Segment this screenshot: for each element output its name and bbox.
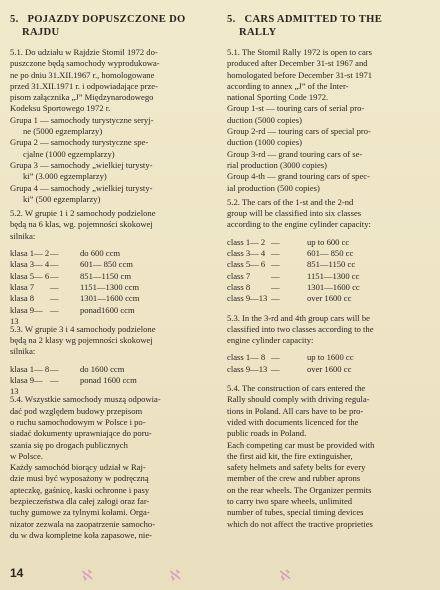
text-line: which do not affect the tractive proprieties [227, 518, 373, 529]
class-label: class 1— 2 [227, 236, 266, 247]
text-line: puszczone będą samochody wyprodukowa- [10, 58, 160, 69]
class-dash: — [50, 304, 59, 315]
text-line: Group 2-rd — touring cars of special pro- [227, 126, 371, 137]
section-number: 5. [227, 14, 236, 25]
class-dash: — [50, 293, 59, 304]
text-line: du w dwa kompletne koła zapasowe, nie- [10, 529, 152, 540]
text-line: 5.4. The construction of cars entered the [227, 383, 366, 394]
class-capacity: up to 600 cc [307, 236, 350, 247]
class-capacity: 1301—1600 cc [307, 281, 360, 292]
text-line: rial production (3000 copies) [227, 159, 327, 170]
class-row [10, 304, 216, 326]
text-line: Group 4-th — grand touring cars of spec- [227, 171, 370, 182]
class-capacity: up to 1600 cc [307, 352, 354, 363]
class-row [227, 293, 433, 304]
text-line: classified into two classes according to the [227, 323, 374, 334]
class-row [227, 282, 433, 293]
text-line: Group 3-rd — grand touring cars of se- [227, 148, 363, 159]
group-list [10, 115, 216, 205]
text-line: dzie musi być wyposażony w podręczną [10, 473, 149, 484]
class-label: klasa 3— 4 [10, 259, 50, 270]
text-line: 5.1. The Stomil Rally 1972 is open to cars [227, 47, 372, 57]
english-section-title [227, 14, 433, 39]
class-capacity: over 1600 cc [307, 363, 352, 374]
text-line: according to the engine cylinder capacity: [227, 219, 371, 230]
text-line: tions in Poland. All cars have to be pro- [227, 405, 364, 416]
text-line: tuchy gumowe za tylnymi kołami. Orga- [10, 507, 150, 518]
class-row [10, 375, 216, 397]
class-capacity: ponad 1600 ccm [80, 375, 137, 386]
text-line: public roads in Poland. [227, 428, 307, 439]
text-line: bezpieczeństwa dla całej załogi oraz far- [10, 495, 150, 506]
text-line: engine cylinder capacity: [227, 335, 314, 346]
text-line: Each competing car must be provided with [227, 439, 375, 450]
class-dash: — [271, 281, 280, 292]
text-line: Group 1-st — touring cars of serial pro- [227, 103, 365, 114]
class-table-3-4 [227, 352, 433, 375]
text-line: będą na 2 klasy wg pojemności skokowej [10, 335, 153, 346]
text-line: according to annex „J” of the Inter- [227, 80, 349, 91]
text-line: 5.3. W grupie 3 i 4 samochody podzielone [10, 323, 156, 334]
class-label: klasa 5— 6 [10, 270, 50, 281]
class-label: klasa 7 [10, 281, 35, 292]
class-dash: — [271, 248, 280, 259]
class-dash: — [50, 270, 59, 281]
text-line: group will be classified into six classes [227, 208, 362, 219]
text-line: ial production (500 copies) [227, 182, 320, 193]
text-line: szania się po drogach publicznych [10, 439, 128, 450]
section-number: 5. [10, 14, 19, 25]
text-line: dać pod względem budowy przepisom [10, 405, 143, 416]
title-line-2: RAJDU [22, 26, 60, 38]
text-line: będą na 6 klas, wg. pojemności skokowej [10, 219, 153, 230]
text-line: national Sporting Code 1972. [227, 92, 329, 103]
class-row [10, 259, 216, 270]
text-line: Grupa 4 — samochody „wielkiej turysty- [10, 182, 153, 193]
paragraph-5-1 [227, 47, 433, 103]
class-dash: — [50, 281, 59, 292]
class-label: klasa 1— 8 [10, 363, 50, 374]
text-line: the first aid kit, the fire extinguisher, [227, 450, 353, 461]
paragraph-5-4 [227, 383, 433, 530]
text-line: duction (5000 copies) [227, 114, 302, 125]
class-capacity: 1151—1300 cc [307, 270, 360, 281]
title-line-2: RALLY [239, 26, 277, 38]
text-line: przed 31.XII.1971 r. i odpowiadające prze- [10, 80, 158, 91]
text-line: ki” (3.000 egzemplarzy) [23, 171, 107, 182]
class-capacity: over 1600 cc [307, 293, 352, 304]
class-row [227, 364, 433, 375]
class-label: class 5— 6 [227, 259, 266, 270]
class-label: klasa 9—13 [10, 304, 43, 326]
class-row [10, 248, 216, 259]
class-capacity: 1151—1300 ccm [80, 281, 140, 292]
text-line: nizator zezwala na zaopatrzenie samocho- [10, 518, 156, 529]
class-label: class 7 [227, 270, 251, 281]
stamp-mark: ℵ [168, 567, 182, 585]
text-line: siadać dokumenty uprawniające do poru- [10, 428, 152, 439]
stamp-mark: ℵ [80, 567, 94, 585]
text-line: on the rear wheels. The Organizer permits [227, 484, 372, 495]
text-line: to carry two spare wheels, unlimited [227, 495, 353, 506]
class-table-1-2 [10, 248, 216, 326]
class-dash: — [50, 248, 59, 259]
text-line: produced after December 31-st 1967 and [227, 58, 368, 69]
text-line: homologated before December 31-st 1971 [227, 69, 373, 80]
class-row [10, 364, 216, 375]
group-list [227, 103, 433, 193]
polish-section-title [10, 14, 216, 39]
class-label: class 9—13 [227, 363, 268, 374]
class-row [10, 271, 216, 282]
text-line: w Polsce. [10, 450, 43, 461]
class-row [10, 293, 216, 304]
page-number: 14 [10, 566, 24, 580]
title-line-1: CARS ADMITTED TO THE [244, 14, 383, 25]
class-capacity: 851—1150 cm [80, 270, 131, 281]
paragraph-5-4 [10, 394, 216, 541]
class-dash: — [50, 363, 59, 374]
class-dash: — [271, 363, 280, 374]
text-line: 5.3. In the 3-rd and 4th group cars will be [227, 312, 370, 323]
class-capacity: do 600 ccm [80, 248, 121, 259]
class-row [227, 259, 433, 270]
text-line: silnika: [10, 346, 36, 357]
class-label: klasa 8 [10, 293, 35, 304]
text-line: ne po dniu 31.XII.1967 r., homologowane [10, 69, 155, 80]
text-line: safety helmets and safety belts for every [227, 462, 366, 473]
class-label: klasa 1— 2 [10, 248, 50, 259]
text-line: Rally should comply with driving regula- [227, 394, 370, 405]
text-line: 5.1. Do udziału w Rajdzie Stomil 1972 do- [10, 47, 158, 57]
paragraph-5-2 [10, 208, 216, 242]
paragraph-5-3 [227, 313, 433, 347]
text-line: o ruchu samochodowym w Polsce i po- [10, 416, 146, 427]
text-line: number of tubes, special timing devices [227, 507, 364, 518]
text-line: Grupa 1 — samochody turystyczne seryj- [10, 114, 154, 125]
class-row [227, 352, 433, 363]
class-label: class 1— 8 [227, 352, 266, 363]
text-line: pisom załącznika „J” Międzynarodowego [10, 92, 154, 103]
text-line: duction (1000 copies) [227, 137, 302, 148]
class-dash: — [271, 236, 280, 247]
class-capacity: 601— 850 ccm [80, 259, 133, 270]
text-line: 5.4. Wszystkie samochody muszą odpowia- [10, 394, 161, 405]
class-table-3-4 [10, 363, 216, 397]
text-line: ki” (500 egzemplarzy) [23, 193, 101, 204]
class-label: class 9—13 [227, 293, 268, 304]
class-row [227, 271, 433, 282]
class-row [227, 237, 433, 248]
paragraph-5-2 [227, 197, 433, 231]
text-line: cjalne (1000 egzemplarzy) [23, 148, 115, 159]
paragraph-5-3 [10, 324, 216, 358]
text-line: 5.2. The cars of the 1-st and the 2-nd [227, 196, 354, 207]
text-line: 5.2. W grupie 1 i 2 samochody podzielone [10, 208, 156, 219]
class-label: class 8 [227, 281, 251, 292]
text-line: member of the crew and rubber aprons [227, 473, 361, 484]
class-row [10, 282, 216, 293]
class-dash: — [271, 352, 280, 363]
text-line: Każdy samochód biorący udział w Raj- [10, 462, 146, 473]
text-line: Grupa 3 — samochody „wielkiej turysty- [10, 159, 153, 170]
class-capacity: 601— 850 cc [307, 248, 354, 259]
class-capacity: do 1600 ccm [80, 363, 125, 374]
class-label: class 3— 4 [227, 248, 266, 259]
text-line: apteczkę, gaśnicę, kaski ochronne i pasy [10, 484, 150, 495]
class-dash: — [271, 293, 280, 304]
class-dash: — [271, 259, 280, 270]
class-dash: — [271, 270, 280, 281]
paragraph-5-1 [10, 47, 216, 115]
class-table-1-2 [227, 237, 433, 305]
class-dash: — [50, 259, 59, 270]
class-capacity: 851—1150 cc [307, 259, 356, 270]
class-label: klasa 9—13 [10, 375, 43, 397]
polish-column [10, 14, 216, 541]
class-capacity: 1301—1600 ccm [80, 293, 140, 304]
text-line: ne (5000 egzemplarzy) [23, 126, 103, 137]
text-line: Grupa 2 — samochody turystyczne spe- [10, 137, 149, 148]
text-line: Kodeksu Sportowego 1972 r. [10, 103, 111, 114]
title-line-1: POJAZDY DOPUSZCZONE DO [27, 14, 186, 25]
class-capacity: ponad1600 ccm [80, 304, 135, 315]
text-line: vided with documents licenced for the [227, 416, 359, 427]
text-line: silnika: [10, 230, 36, 241]
stamp-mark: ℵ [278, 567, 292, 585]
class-row [227, 248, 433, 259]
english-column [227, 14, 433, 530]
class-dash: — [50, 375, 59, 386]
